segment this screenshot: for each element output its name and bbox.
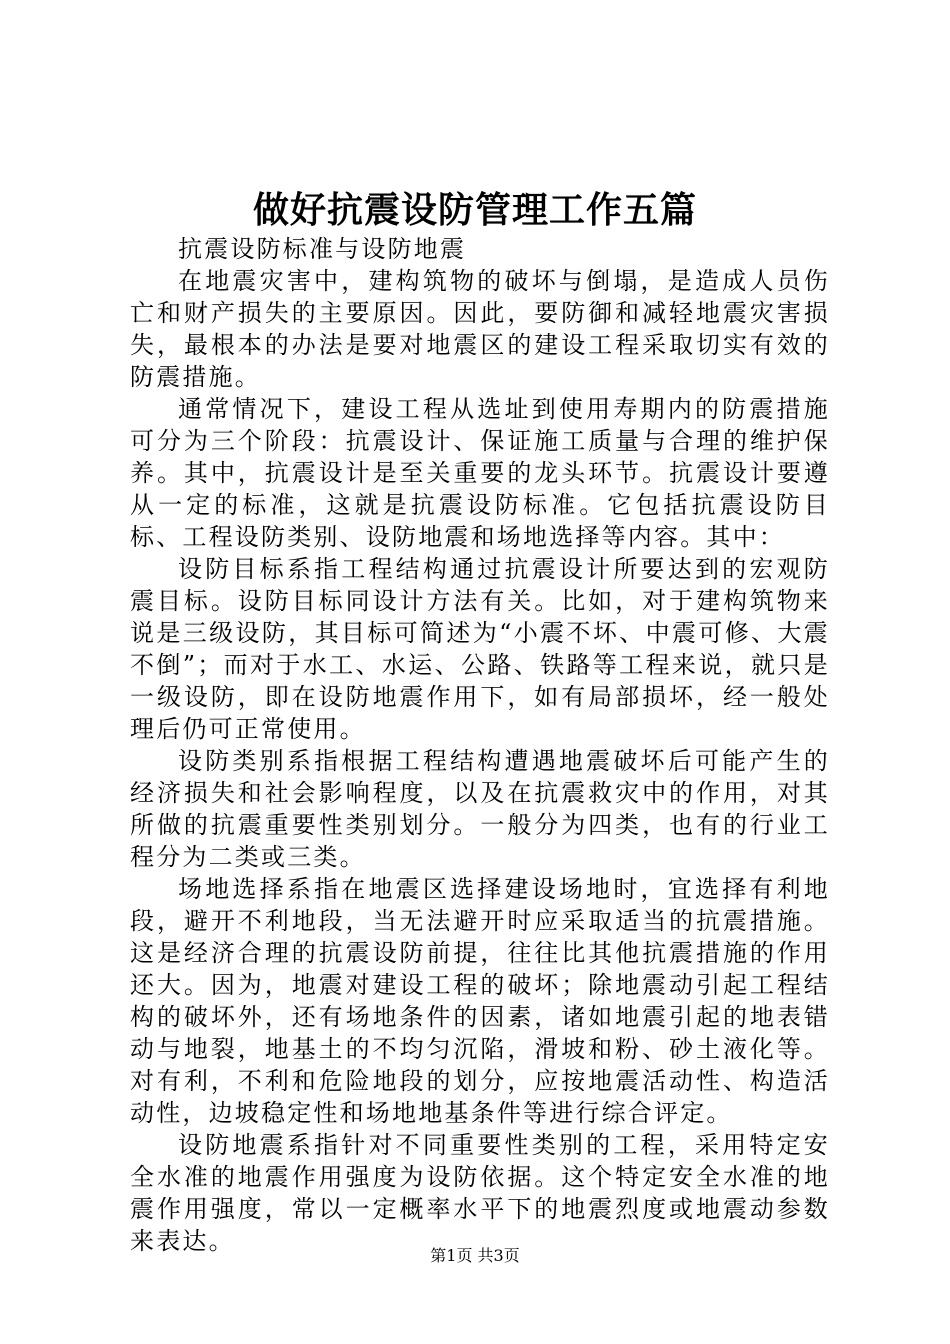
paragraph: 在地震灾害中，建构筑物的破坏与倒塌，是造成人员伤亡和财产损失的主要原因。因此，要防御和减轻地震灾害损失，最根本的办法是要对地震区的建设工程采取切实有效的防震措施。 bbox=[130, 267, 830, 391]
document-body bbox=[130, 233, 830, 1257]
document-title: 做好抗震设防管理工作五篇 bbox=[252, 189, 697, 231]
paragraph: 通常情况下，建设工程从选址到使用寿期内的防震措施可分为三个阶段：抗震设计、保证施工质量与合理的维护保养。其中，抗震设计是至关重要的龙头环节。抗震设计要遵从一定的标准，这就是抗震设防标准。它包括抗震设防目标、工程设防类别、设防地震和场地选择等内容。其中： bbox=[130, 395, 830, 551]
paragraph: 设防地震系指针对不同重要性类别的工程，采用特定安全水准的地震作用强度为设防依据。这个特定安全水准的地震作用强度，常以一定概率水平下的地震烈度或地震动参数来表达。 bbox=[130, 1131, 830, 1255]
page-footer: 第1页 共3页 bbox=[430, 1246, 520, 1265]
paragraph: 设防类别系指根据工程结构遭遇地震破坏后可能产生的经济损失和社会影响程度，以及在抗震救灾中的作用，对其所做的抗震重要性类别划分。一般分为四类，也有的行业工程分为二类或三类。 bbox=[130, 747, 830, 871]
paragraph: 抗震设防标准与设防地震 bbox=[178, 235, 467, 263]
paragraph: 设防目标系指工程结构通过抗震设计所要达到的宏观防震目标。设防目标同设计方法有关。比如，对于建构筑物来说是三级设防，其目标可简述为“小震不坏、中震可修、大震不倒”；而对于水工、水运、公路、铁路等工程来说，就只是一级设防，即在设防地震作用下，如有局部损坏，经一般处理后仍可正常使用。 bbox=[130, 555, 830, 743]
paragraph: 场地选择系指在地震区选择建设场地时，宜选择有利地段，避开不利地段，当无法避开时应采取适当的抗震措施。这是经济合理的抗震设防前提，往往比其他抗震措施的作用还大。因为，地震对建设工程的破坏；除地震动引起工程结构的破坏外，还有场地条件的因素，诸如地震引起的地表错动与地裂，地基土的不均匀沉陷，滑坡和粉、砂土液化等。对有利，不利和危险地段的划分，应按地震活动性、构造活动性，边坡稳定性和场地地基条件等进行综合评定。 bbox=[130, 875, 830, 1127]
